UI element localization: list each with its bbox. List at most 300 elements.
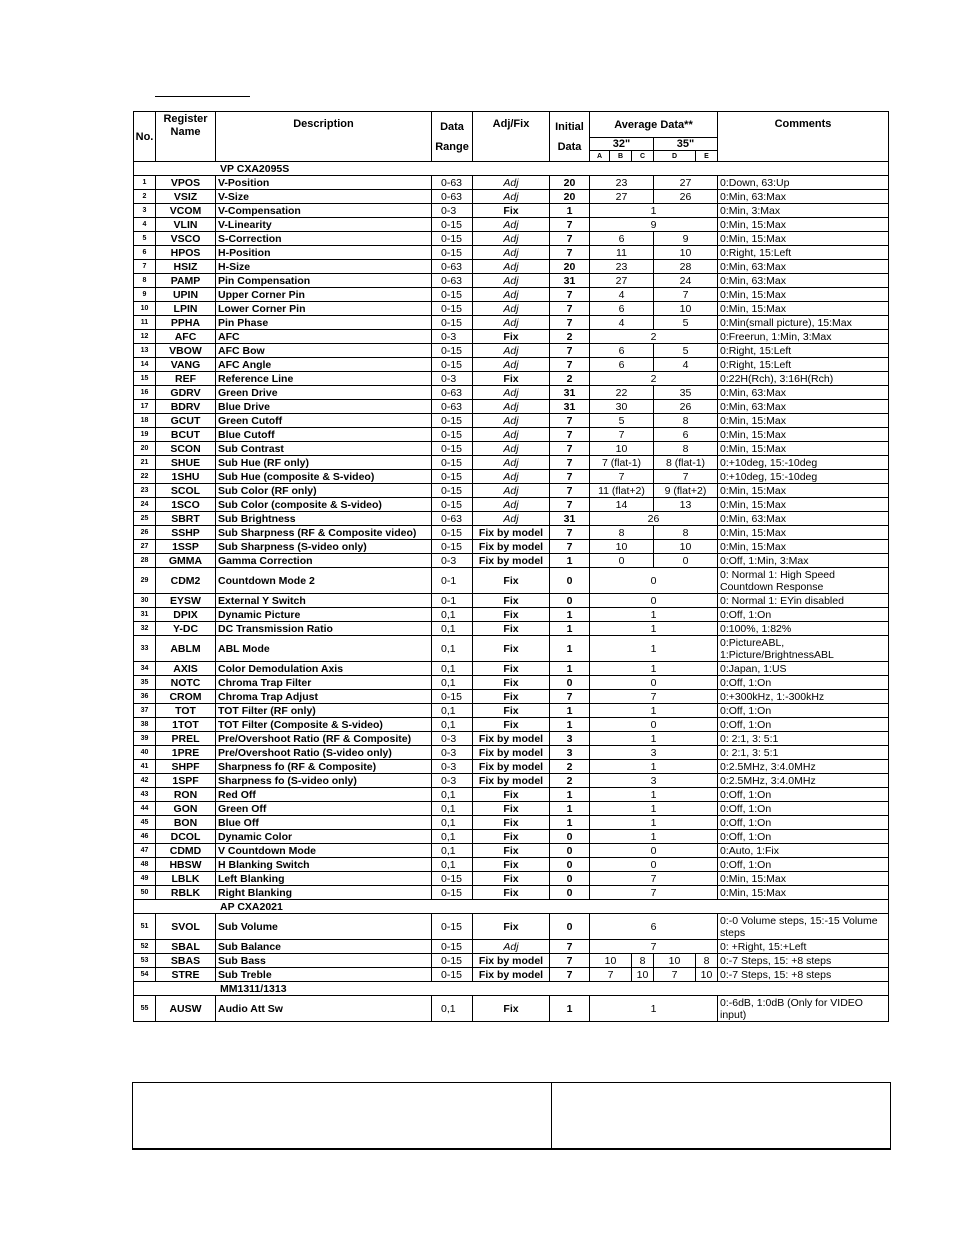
adj-fix: Adj <box>473 358 550 372</box>
avg-32in: 27 <box>590 190 654 204</box>
comment: 0:Right, 15:Left <box>718 246 889 260</box>
comment: 0:Min, 15:Max <box>718 886 889 900</box>
adj-fix: Fix <box>473 636 550 662</box>
adj-fix: Adj <box>473 940 550 954</box>
avg-c: 10 <box>632 968 654 982</box>
description: Sub Color (composite & S-video) <box>216 498 432 512</box>
avg-common: 1 <box>590 760 718 774</box>
initial-data: 20 <box>550 190 590 204</box>
register-name: AUSW <box>156 996 216 1022</box>
row-number: 28 <box>134 554 156 568</box>
avg-35in: 5 <box>654 316 718 330</box>
description: Sub Color (RF only) <box>216 484 432 498</box>
avg-35in: 0 <box>654 554 718 568</box>
register-name: TOT <box>156 704 216 718</box>
data-range: 0-15 <box>432 442 473 456</box>
data-range: 0-15 <box>432 218 473 232</box>
initial-data: 7 <box>550 456 590 470</box>
comment: 0:Min, 15:Max <box>718 540 889 554</box>
initial-data: 1 <box>550 704 590 718</box>
avg-common: 1 <box>590 830 718 844</box>
initial-data: 7 <box>550 526 590 540</box>
comment: 0:Min(small picture), 15:Max <box>718 316 889 330</box>
avg-32in: 22 <box>590 386 654 400</box>
adj-fix: Fix <box>473 704 550 718</box>
table-row <box>134 260 889 274</box>
comment: 0:Min, 63:Max <box>718 512 889 526</box>
section-title: MM1311/1313 <box>134 982 889 996</box>
row-number: 19 <box>134 428 156 442</box>
description: H Blanking Switch <box>216 858 432 872</box>
initial-data: 1 <box>550 996 590 1022</box>
data-range: 0-3 <box>432 746 473 760</box>
table-body <box>134 162 889 1022</box>
comment: 0: Normal 1: EYin disabled <box>718 594 889 608</box>
row-number: 9 <box>134 288 156 302</box>
avg-35in: 4 <box>654 358 718 372</box>
comment: 0:Min, 15:Max <box>718 872 889 886</box>
section-header <box>134 982 889 996</box>
data-range: 0-63 <box>432 260 473 274</box>
initial-data: 0 <box>550 872 590 886</box>
adj-fix: Fix by model <box>473 554 550 568</box>
register-name: REF <box>156 372 216 386</box>
register-name: DCOL <box>156 830 216 844</box>
adj-fix: Fix <box>473 330 550 344</box>
description: S-Correction <box>216 232 432 246</box>
avg-32in: 7 (flat-1) <box>590 456 654 470</box>
row-number: 22 <box>134 470 156 484</box>
comment: 0: 2:1, 3: 5:1 <box>718 732 889 746</box>
row-number: 3 <box>134 204 156 218</box>
description: Sub Hue (RF only) <box>216 456 432 470</box>
section-title: AP CXA2021 <box>134 900 889 914</box>
description: ABL Mode <box>216 636 432 662</box>
header-description: Description <box>216 112 432 162</box>
description: Right Blanking <box>216 886 432 900</box>
row-number: 1 <box>134 176 156 190</box>
data-range: 0-15 <box>432 484 473 498</box>
register-name: VLIN <box>156 218 216 232</box>
row-number: 29 <box>134 568 156 594</box>
row-number: 2 <box>134 190 156 204</box>
register-name: SBAS <box>156 954 216 968</box>
register-name: CDMD <box>156 844 216 858</box>
initial-data: 1 <box>550 554 590 568</box>
data-range: 0-3 <box>432 204 473 218</box>
adj-fix: Adj <box>473 246 550 260</box>
data-range: 0-15 <box>432 470 473 484</box>
row-number: 33 <box>134 636 156 662</box>
avg-common: 7 <box>590 886 718 900</box>
adj-fix: Fix <box>473 718 550 732</box>
initial-data: 2 <box>550 760 590 774</box>
table-row <box>134 872 889 886</box>
comment: 0:Off, 1:On <box>718 608 889 622</box>
comment: 0:Min, 15:Max <box>718 218 889 232</box>
row-number: 55 <box>134 996 156 1022</box>
avg-e: 10 <box>696 968 718 982</box>
avg-35in: 13 <box>654 498 718 512</box>
adj-fix: Adj <box>473 302 550 316</box>
initial-data: 7 <box>550 968 590 982</box>
avg-32in: 6 <box>590 232 654 246</box>
register-name: UPIN <box>156 288 216 302</box>
avg-common: 3 <box>590 746 718 760</box>
initial-data: 0 <box>550 676 590 690</box>
data-range: 0,1 <box>432 608 473 622</box>
data-range: 0-15 <box>432 968 473 982</box>
table-row <box>134 498 889 512</box>
avg-32in: 10 <box>590 442 654 456</box>
adj-fix: Adj <box>473 274 550 288</box>
register-name: PPHA <box>156 316 216 330</box>
comment: 0:Min, 15:Max <box>718 498 889 512</box>
avg-common: 0 <box>590 858 718 872</box>
avg-35in: 6 <box>654 428 718 442</box>
register-name: 1SHU <box>156 470 216 484</box>
initial-data: 7 <box>550 414 590 428</box>
comment: 0:Off, 1:On <box>718 704 889 718</box>
description: V-Compensation <box>216 204 432 218</box>
row-number: 26 <box>134 526 156 540</box>
avg-35in: 8 <box>654 414 718 428</box>
data-range: 0-15 <box>432 414 473 428</box>
avg-common: 1 <box>590 788 718 802</box>
comment: 0:+10deg, 15:-10deg <box>718 470 889 484</box>
initial-data: 7 <box>550 442 590 456</box>
register-name: PREL <box>156 732 216 746</box>
row-number: 42 <box>134 774 156 788</box>
adj-fix: Fix by model <box>473 746 550 760</box>
table-row <box>134 886 889 900</box>
row-number: 31 <box>134 608 156 622</box>
comment: 0:Off, 1:On <box>718 676 889 690</box>
initial-data: 0 <box>550 568 590 594</box>
initial-data: 7 <box>550 358 590 372</box>
data-range: 0,1 <box>432 676 473 690</box>
adj-fix: Adj <box>473 442 550 456</box>
initial-data: 7 <box>550 428 590 442</box>
data-range: 0-15 <box>432 232 473 246</box>
adj-fix: Fix <box>473 608 550 622</box>
avg-35in: 5 <box>654 344 718 358</box>
adj-fix: Fix by model <box>473 732 550 746</box>
adj-fix: Adj <box>473 232 550 246</box>
row-number: 50 <box>134 886 156 900</box>
row-number: 24 <box>134 498 156 512</box>
description: Sub Brightness <box>216 512 432 526</box>
register-name: HPOS <box>156 246 216 260</box>
table-row <box>134 774 889 788</box>
initial-data: 1 <box>550 622 590 636</box>
adj-fix: Fix <box>473 802 550 816</box>
avg-common: 2 <box>590 372 718 386</box>
description: Blue Cutoff <box>216 428 432 442</box>
comment: 0:Min, 3:Max <box>718 204 889 218</box>
avg-35in: 7 <box>654 470 718 484</box>
row-number: 52 <box>134 940 156 954</box>
data-range: 0-3 <box>432 554 473 568</box>
header-register-name: Register Name <box>156 112 216 162</box>
adj-fix: Fix <box>473 996 550 1022</box>
adj-fix: Fix <box>473 690 550 704</box>
description: Green Cutoff <box>216 414 432 428</box>
initial-data: 2 <box>550 330 590 344</box>
row-number: 37 <box>134 704 156 718</box>
avg-32in: 10 <box>590 540 654 554</box>
avg-35in: 8 <box>654 442 718 456</box>
section-title: VP CXA2095S <box>134 162 889 176</box>
table-row <box>134 344 889 358</box>
comment: 0:-6dB, 1:0dB (Only for VIDEO input) <box>718 996 889 1022</box>
row-number: 23 <box>134 484 156 498</box>
data-range: 0-15 <box>432 246 473 260</box>
comment: 0:Min, 15:Max <box>718 302 889 316</box>
register-name: 1SCO <box>156 498 216 512</box>
avg-35in: 24 <box>654 274 718 288</box>
avg-35in: 26 <box>654 400 718 414</box>
comment: 0:2.5MHz, 3:4.0MHz <box>718 760 889 774</box>
avg-35in: 10 <box>654 246 718 260</box>
avg-common: 1 <box>590 608 718 622</box>
adj-fix: Fix <box>473 872 550 886</box>
description: Color Demodulation Axis <box>216 662 432 676</box>
table-row <box>134 484 889 498</box>
data-range: 0-15 <box>432 358 473 372</box>
adj-fix: Fix <box>473 914 550 940</box>
register-name: STRE <box>156 968 216 982</box>
table-row <box>134 358 889 372</box>
data-range: 0-15 <box>432 914 473 940</box>
data-range: 0-63 <box>432 512 473 526</box>
avg-common: 7 <box>590 872 718 886</box>
data-range: 0,1 <box>432 636 473 662</box>
avg-35in: 28 <box>654 260 718 274</box>
data-range: 0-15 <box>432 288 473 302</box>
row-number: 5 <box>134 232 156 246</box>
register-name: VSCO <box>156 232 216 246</box>
comment: 0:Off, 1:On <box>718 718 889 732</box>
adj-fix: Fix <box>473 830 550 844</box>
description: Sub Sharpness (RF & Composite video) <box>216 526 432 540</box>
avg-32in: 27 <box>590 274 654 288</box>
adj-fix: Adj <box>473 498 550 512</box>
initial-data: 7 <box>550 232 590 246</box>
avg-32in: 23 <box>590 260 654 274</box>
description: Green Drive <box>216 386 432 400</box>
initial-data: 1 <box>550 816 590 830</box>
initial-data: 0 <box>550 594 590 608</box>
data-range: 0,1 <box>432 858 473 872</box>
register-name: GCUT <box>156 414 216 428</box>
comment: 0:-7 Steps, 15: +8 steps <box>718 954 889 968</box>
data-range: 0,1 <box>432 802 473 816</box>
avg-common: 1 <box>590 816 718 830</box>
avg-e: 8 <box>696 954 718 968</box>
register-name: SHUE <box>156 456 216 470</box>
data-range: 0-15 <box>432 940 473 954</box>
data-range: 0-1 <box>432 568 473 594</box>
comment: 0:Min, 63:Max <box>718 260 889 274</box>
initial-data: 7 <box>550 484 590 498</box>
data-range: 0-15 <box>432 886 473 900</box>
register-name: AFC <box>156 330 216 344</box>
register-name: GMMA <box>156 554 216 568</box>
avg-d: 7 <box>654 968 696 982</box>
row-number: 49 <box>134 872 156 886</box>
comment: 0:Min, 63:Max <box>718 274 889 288</box>
table-row <box>134 218 889 232</box>
avg-32in: 5 <box>590 414 654 428</box>
table-row <box>134 246 889 260</box>
avg-35in: 26 <box>654 190 718 204</box>
adj-fix: Fix <box>473 594 550 608</box>
adj-fix: Fix <box>473 204 550 218</box>
adj-fix: Fix <box>473 676 550 690</box>
table-row <box>134 554 889 568</box>
description: Green Off <box>216 802 432 816</box>
register-name: SCON <box>156 442 216 456</box>
avg-common: 3 <box>590 774 718 788</box>
table-row <box>134 718 889 732</box>
register-name: GON <box>156 802 216 816</box>
data-range: 0-15 <box>432 344 473 358</box>
description: Red Off <box>216 788 432 802</box>
register-name: AXIS <box>156 662 216 676</box>
avg-common: 26 <box>590 512 718 526</box>
initial-data: 7 <box>550 218 590 232</box>
top-rule <box>155 96 250 97</box>
description: Sharpness fo (S-video only) <box>216 774 432 788</box>
description: AFC Angle <box>216 358 432 372</box>
table-header <box>134 112 889 162</box>
comment: 0:-0 Volume steps, 15:-15 Volume steps <box>718 914 889 940</box>
description: Sub Balance <box>216 940 432 954</box>
register-name: BCUT <box>156 428 216 442</box>
table-row <box>134 622 889 636</box>
table-row <box>134 428 889 442</box>
row-number: 27 <box>134 540 156 554</box>
table-row <box>134 788 889 802</box>
data-range: 0,1 <box>432 830 473 844</box>
table-row <box>134 816 889 830</box>
avg-35in: 10 <box>654 302 718 316</box>
table-row <box>134 232 889 246</box>
description: V-Size <box>216 190 432 204</box>
description: Dynamic Picture <box>216 608 432 622</box>
register-name: 1PRE <box>156 746 216 760</box>
table-row <box>134 204 889 218</box>
row-number: 17 <box>134 400 156 414</box>
initial-data: 1 <box>550 662 590 676</box>
description: Left Blanking <box>216 872 432 886</box>
register-name: CDM2 <box>156 568 216 594</box>
comment: 0: +Right, 15:+Left <box>718 940 889 954</box>
table-row <box>134 844 889 858</box>
data-range: 0-15 <box>432 526 473 540</box>
register-name: RON <box>156 788 216 802</box>
adj-fix: Adj <box>473 400 550 414</box>
avg-common: 7 <box>590 690 718 704</box>
data-range: 0-3 <box>432 760 473 774</box>
data-range: 0-15 <box>432 456 473 470</box>
row-number: 10 <box>134 302 156 316</box>
row-number: 8 <box>134 274 156 288</box>
adj-fix: Fix <box>473 372 550 386</box>
register-name: GDRV <box>156 386 216 400</box>
avg-32in: 4 <box>590 316 654 330</box>
description: Gamma Correction <box>216 554 432 568</box>
row-number: 36 <box>134 690 156 704</box>
data-range: 0-15 <box>432 540 473 554</box>
description: Upper Corner Pin <box>216 288 432 302</box>
avg-32in: 14 <box>590 498 654 512</box>
table-row <box>134 288 889 302</box>
row-number: 32 <box>134 622 156 636</box>
table-row <box>134 400 889 414</box>
register-name: Y-DC <box>156 622 216 636</box>
description: V-Position <box>216 176 432 190</box>
data-range: 0-63 <box>432 190 473 204</box>
initial-data: 1 <box>550 788 590 802</box>
description: Sub Sharpness (S-video only) <box>216 540 432 554</box>
avg-35in: 10 <box>654 540 718 554</box>
avg-common: 1 <box>590 622 718 636</box>
register-name: HBSW <box>156 858 216 872</box>
row-number: 44 <box>134 802 156 816</box>
row-number: 6 <box>134 246 156 260</box>
initial-data: 7 <box>550 540 590 554</box>
comment: 0:+10deg, 15:-10deg <box>718 456 889 470</box>
data-range: 0,1 <box>432 816 473 830</box>
row-number: 40 <box>134 746 156 760</box>
row-number: 11 <box>134 316 156 330</box>
row-number: 47 <box>134 844 156 858</box>
adj-fix: Adj <box>473 512 550 526</box>
header-initial-data <box>550 112 590 162</box>
table-row <box>134 302 889 316</box>
row-number: 35 <box>134 676 156 690</box>
row-number: 38 <box>134 718 156 732</box>
adj-fix: Adj <box>473 428 550 442</box>
row-number: 18 <box>134 414 156 428</box>
initial-data: 31 <box>550 274 590 288</box>
comment: 0:Down, 63:Up <box>718 176 889 190</box>
initial-data: 7 <box>550 344 590 358</box>
avg-common: 1 <box>590 636 718 662</box>
description: Audio Att Sw <box>216 996 432 1022</box>
description: External Y Switch <box>216 594 432 608</box>
adj-fix: Fix <box>473 662 550 676</box>
table-row <box>134 274 889 288</box>
row-number: 51 <box>134 914 156 940</box>
data-range: 0-63 <box>432 400 473 414</box>
register-name: 1SSP <box>156 540 216 554</box>
data-range: 0,1 <box>432 662 473 676</box>
initial-data: 31 <box>550 512 590 526</box>
adj-fix: Fix by model <box>473 774 550 788</box>
data-range: 0,1 <box>432 718 473 732</box>
table-row <box>134 802 889 816</box>
comment: 0:Min, 15:Max <box>718 428 889 442</box>
avg-32in: 4 <box>590 288 654 302</box>
comment: 0:Off, 1:On <box>718 788 889 802</box>
register-name: VPOS <box>156 176 216 190</box>
data-range: 0-63 <box>432 274 473 288</box>
header-a: A <box>590 151 610 162</box>
description: Sharpness fo (RF & Composite) <box>216 760 432 774</box>
